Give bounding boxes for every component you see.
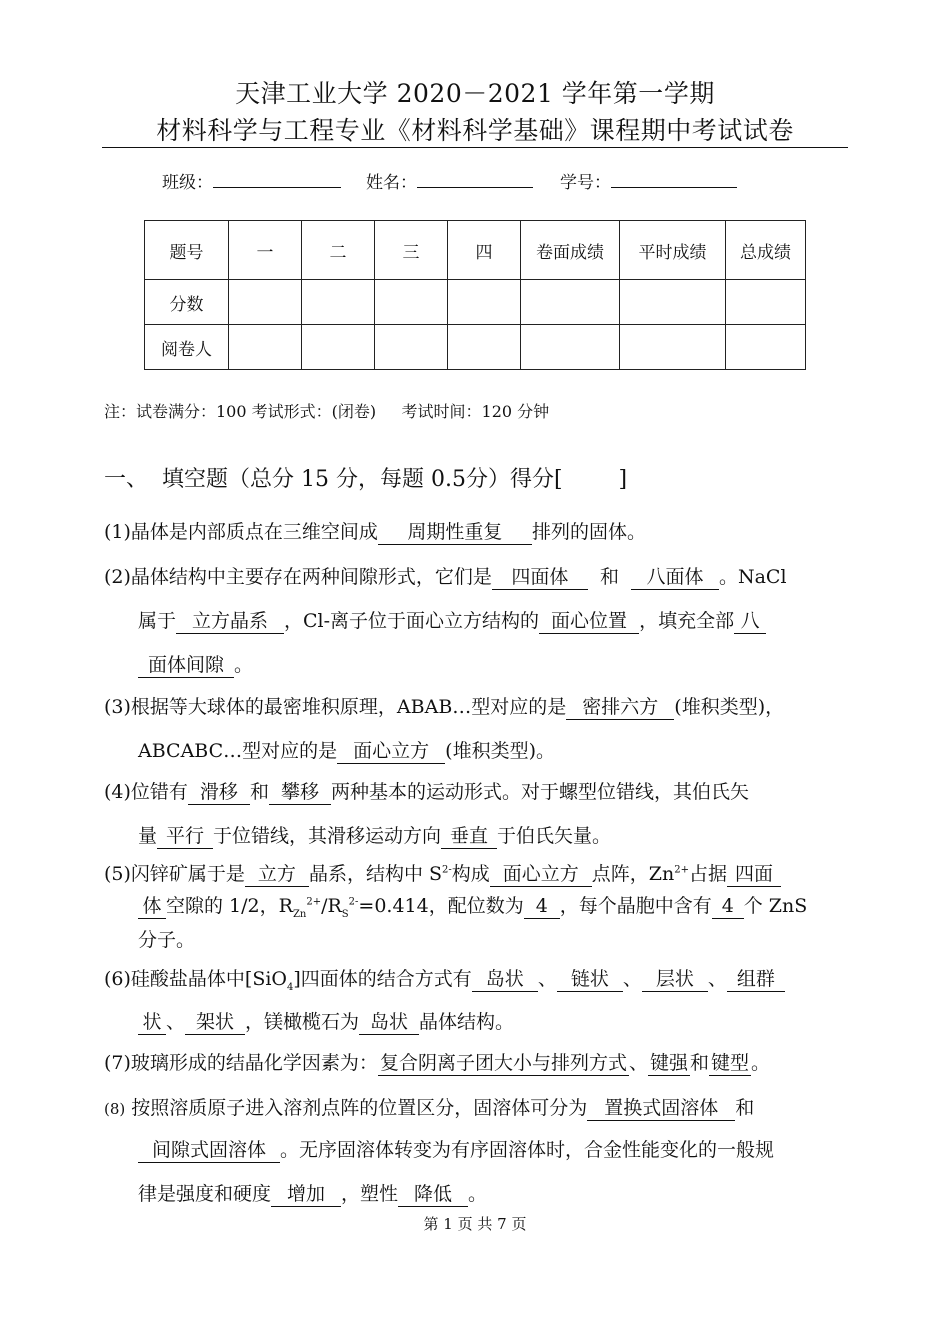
table-cell[interactable] (521, 280, 620, 325)
table-cell[interactable] (229, 280, 302, 325)
table-header-cell: 平时成绩 (620, 221, 726, 280)
question-text: 构成 (451, 863, 490, 885)
question-text: 晶系，结构中 S (308, 863, 442, 885)
question-text: ，每个晶胞中含有 (559, 895, 712, 917)
question-2-line1 (104, 562, 787, 590)
class-blank[interactable] (213, 169, 341, 188)
table-cell[interactable] (448, 280, 521, 325)
table-cell[interactable] (448, 325, 521, 370)
score-row (145, 280, 806, 325)
table-header-cell: 四 (448, 221, 521, 280)
question-text: 、 (166, 1011, 186, 1033)
table-header-cell: 三 (375, 221, 448, 280)
question-8-line3 (138, 1179, 487, 1207)
table-cell[interactable] (302, 280, 375, 325)
question-text: 于位错线，其滑移运动方向 (213, 825, 442, 847)
question-text: 和 (689, 1052, 709, 1074)
exam-note: 注：试卷满分：100 考试形式：(闭卷) 考试时间：120 分钟 (104, 402, 550, 421)
table-cell[interactable] (521, 325, 620, 370)
question-1 (104, 517, 646, 545)
subscript: Zn (292, 908, 307, 920)
question-text: 晶体结构。 (419, 1011, 515, 1033)
grader-row-label: 阅卷人 (145, 325, 229, 370)
question-text: (堆积类型)， (674, 696, 785, 718)
question-3-line2 (138, 736, 555, 764)
question-text: 和 (599, 566, 619, 588)
question-6-line1 (104, 964, 785, 993)
answer-blank: 平行 (157, 826, 213, 849)
answer-blank: 键型 (711, 1052, 750, 1074)
answer-blank: 增加 (271, 1184, 341, 1207)
question-text: 和 (249, 781, 269, 803)
answer-blank: 键强 (649, 1052, 688, 1074)
question-number: (2) (104, 566, 131, 588)
answer-blank: 4 (524, 896, 560, 919)
answer-blank: 岛状 (359, 1012, 419, 1035)
question-text: ，Cl-离子位于面心立方结构的 (284, 610, 540, 632)
question-text: 位错有 (130, 781, 188, 803)
subscript: 4 (287, 981, 294, 993)
class-label: 班级： (162, 173, 213, 193)
question-text: 玻璃形成的结晶化学因素为： (130, 1052, 378, 1074)
question-4-line2 (138, 821, 611, 849)
question-text: =0.414，配位数为 (358, 895, 524, 917)
table-header-cell: 题号 (145, 221, 229, 280)
question-text: 。NaCl (718, 566, 787, 588)
answer-blank: 层状 (642, 969, 708, 992)
question-text: 硅酸盐晶体中[SiO (130, 968, 288, 990)
question-8-line1 (104, 1093, 754, 1121)
score-row-label: 分数 (145, 280, 229, 325)
exam-title-line2: 材料科学与工程专业《材料科学基础》课程期中考试试卷 (156, 116, 794, 145)
answer-blank: 八面体 (631, 567, 719, 590)
question-text: 晶体结构中主要存在两种间隙形式，它们是 (130, 566, 492, 588)
question-text: 、 (622, 968, 642, 990)
answer-blank: 体 (138, 896, 166, 919)
table-header-cell: 卷面成绩 (521, 221, 620, 280)
table-header-cell: 总成绩 (726, 221, 806, 280)
table-cell[interactable] (229, 325, 302, 370)
question-text: 按照溶质原子进入溶剂点阵的位置区分，固溶体可分为 (131, 1097, 588, 1119)
question-text: 。 (234, 654, 254, 676)
question-number: (3) (104, 696, 131, 718)
question-number: (5) (104, 863, 131, 885)
score-table-header-row (145, 221, 806, 280)
answer-blank: 滑移 (188, 782, 250, 805)
question-number: (1) (104, 521, 131, 543)
score-table (144, 220, 806, 370)
question-5-line2 (138, 891, 807, 920)
table-cell[interactable] (375, 325, 448, 370)
answer-blank: 垂直 (441, 826, 497, 849)
answer-blank: 组群 (727, 969, 785, 992)
answer-blank: 密排六方 (566, 697, 674, 720)
answer-blank: 链状 (557, 969, 623, 992)
question-text: 个 ZnS (743, 895, 808, 917)
answer-blank: 面心立方 (337, 741, 445, 764)
question-text: 和 (735, 1097, 755, 1119)
answer-blank: 面心位置 (539, 611, 639, 634)
question-text: 属于 (138, 610, 177, 632)
question-3-line1 (104, 692, 784, 720)
question-text: 晶体是内部质点在三维空间成 (130, 521, 378, 543)
question-text: 。无序固溶体转变为有序固溶体时，合金性能变化的一般规 (280, 1139, 775, 1161)
superscript: 2+ (306, 896, 322, 908)
table-cell[interactable] (302, 325, 375, 370)
question-text: 占据 (688, 863, 727, 885)
question-text: 闪锌矿属于是 (130, 863, 245, 885)
question-text: ，镁橄榄石为 (245, 1011, 360, 1033)
question-text: 两种基本的运动形式。对于螺型位错线，其伯氏矢 (330, 781, 749, 803)
answer-blank: 4 (712, 896, 744, 919)
section1-title: 一、 填空题（总分 15 分，每题 0.5分）得分[ ] (104, 467, 628, 492)
question-text: /R (321, 895, 342, 917)
question-5-line1 (104, 859, 781, 887)
question-6-line2 (138, 1007, 514, 1035)
question-text: ]四面体的结合方式有 (293, 968, 472, 990)
answer-blank: 攀移 (269, 782, 331, 805)
answer-blank: 间隙式固溶体 (138, 1140, 280, 1163)
answer-blank: 八 (734, 611, 766, 634)
answer-blank: 状 (138, 1012, 166, 1035)
question-2-line2 (138, 606, 766, 634)
answer-blank: 面心立方 (490, 864, 592, 887)
question-text: ，塑性 (341, 1183, 399, 1205)
question-text: 律是强度和硬度 (138, 1183, 272, 1205)
question-text: 点阵，Zn (591, 863, 675, 885)
question-text: 。 (468, 1183, 488, 1205)
question-number: (8) (104, 1100, 126, 1118)
question-8-line2 (138, 1135, 774, 1163)
page-number: 第 1 页 共 7 页 (423, 1215, 527, 1233)
name-label: 姓名： (366, 173, 417, 193)
table-cell[interactable] (375, 280, 448, 325)
question-text: (堆积类型)。 (445, 740, 555, 762)
table-cell[interactable] (620, 280, 726, 325)
table-header-cell: 二 (302, 221, 375, 280)
question-text: ，填充全部 (639, 610, 735, 632)
question-text: 根据等大球体的最密堆积原理，ABAB…型对应的是 (130, 696, 567, 718)
table-cell[interactable] (726, 325, 806, 370)
answer-blank: 岛状 (472, 969, 538, 992)
answer-blank: 面体间隙 (138, 655, 234, 678)
table-header-cell: 一 (229, 221, 302, 280)
name-field (366, 168, 533, 193)
header-divider (102, 147, 848, 148)
subscript: S (341, 908, 349, 920)
question-text: 。 (751, 1052, 771, 1074)
student-id-field (560, 168, 737, 193)
answer-blank: 置换式固溶体 (587, 1098, 735, 1121)
answer-blank: 四面 (727, 864, 781, 887)
answer-blank: 四面体 (492, 567, 588, 590)
answer-blank: 降低 (398, 1184, 468, 1207)
answer-blank: 复合阴离子团大小与排列方式 (379, 1052, 627, 1074)
superscript: 2+ (674, 864, 689, 876)
student-id-blank[interactable] (611, 169, 737, 188)
question-text: 于伯氏矢量。 (497, 825, 612, 847)
question-text: ABCABC…型对应的是 (138, 740, 338, 762)
question-number: (7) (104, 1052, 131, 1074)
question-text: 、 (707, 968, 727, 990)
grader-row (145, 325, 806, 370)
question-4-line1 (104, 777, 749, 805)
answer-blank: 周期性重复 (378, 522, 532, 545)
answer-blank: 立方晶系 (176, 611, 284, 634)
table-cell[interactable] (620, 325, 726, 370)
superscript: 2- (348, 896, 359, 908)
answer-blank: 架状 (185, 1012, 245, 1035)
question-number: (4) (104, 781, 131, 803)
name-blank[interactable] (417, 169, 533, 188)
question-text: 排列的固体。 (531, 521, 646, 543)
exam-title-line1: 天津工业大学 2020－2021 学年第一学期 (235, 79, 715, 108)
superscript: 2- (442, 864, 452, 876)
question-text: 、 (537, 968, 557, 990)
answer-blank: 立方 (245, 864, 309, 887)
student-id-label: 学号： (560, 173, 611, 193)
question-text: 分子。 (138, 929, 196, 951)
question-text: 、 (628, 1052, 648, 1074)
question-text: 量 (138, 825, 158, 847)
question-7 (104, 1048, 770, 1076)
question-5-line3 (138, 925, 195, 952)
table-cell[interactable] (726, 280, 806, 325)
class-field (162, 168, 341, 193)
question-number: (6) (104, 968, 131, 990)
question-2-line3 (138, 650, 253, 678)
question-text: 空隙的 1/2，R (166, 895, 293, 917)
